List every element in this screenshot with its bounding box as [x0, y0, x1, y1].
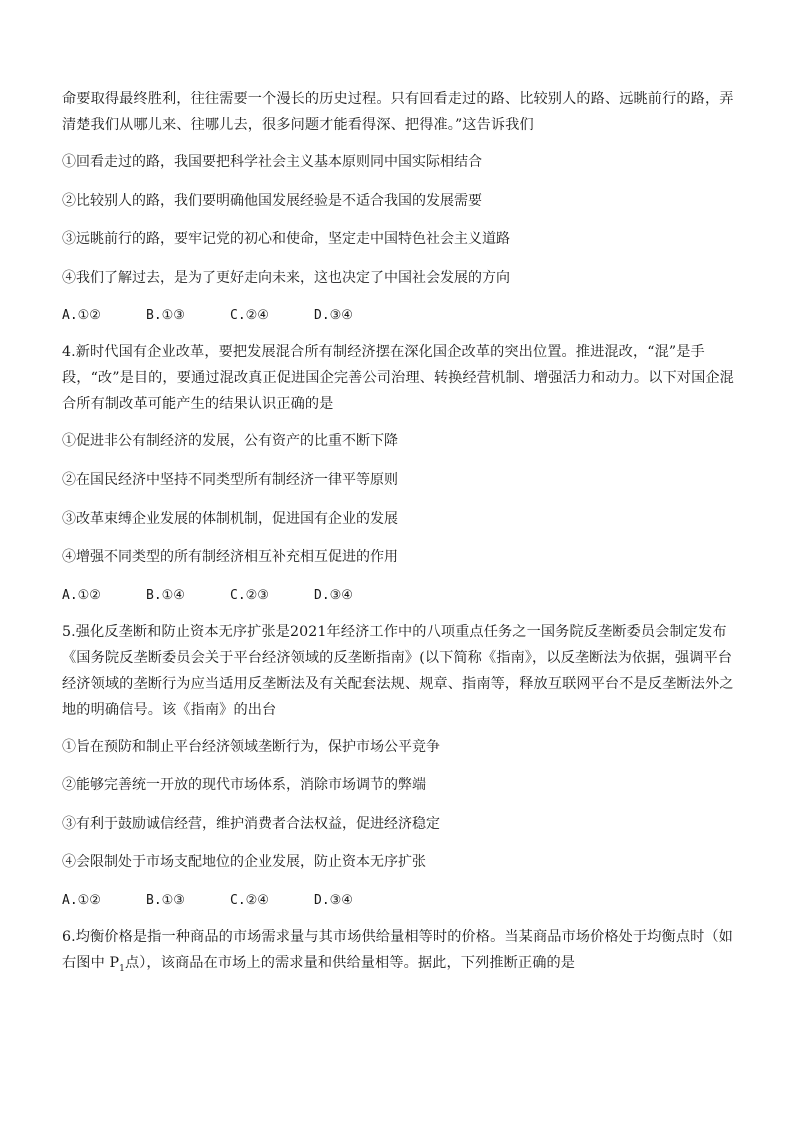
q3-answer-a: A.①②: [62, 308, 101, 323]
q3-option-2: ②比较别人的路，我们要明确他国发展经验是不适合我国的发展需要: [62, 193, 482, 209]
q5-answer-c: C.②④: [230, 893, 269, 908]
q5-answer-choices: [62, 891, 398, 911]
q4-option-1: ①促进非公有制经济的发展，公有资产的比重不断下降: [62, 433, 398, 449]
q6-stem: [62, 924, 734, 982]
q5-answer-d: D.③④: [314, 893, 353, 908]
q3-option-4: ④我们了解过去，是为了更好走向未来，这也决定了中国社会发展的方向: [62, 270, 510, 286]
q3-answer-b: B.①③: [146, 308, 185, 323]
q3-answer-d: D.③④: [314, 308, 353, 323]
q5-stem: 5.强化反垄断和防止资本无序扩张是2021年经济工作中的八项重点任务之一国务院反垄断委员会制定发布《国务院反垄断委员会关于平台经济领域的反垄断指南》(以下简称《指南》，以反垄断法为依据，强调平台经济领域的垄断行为应当适用反垄断法及有关配套法规、规章、指南等，释放互联网平台不是反垄断法外之地的明确信号。该《指南》的出台: [62, 624, 734, 718]
q4-answer-choices: [62, 586, 398, 606]
q3-answer-c: C.②④: [230, 308, 269, 323]
q6-stem-subscript: 1: [119, 963, 125, 974]
q4-answer-c: C.②③: [230, 588, 269, 603]
q3-answer-choices: [62, 306, 398, 326]
q4-answer-d: D.③④: [314, 588, 353, 603]
q3-stem: 命要取得最终胜利，往往需要一个漫长的历史过程。只有回看走过的路、比较别人的路、远眺前行的路，弄清楚我们从哪儿来、往哪儿去，很多问题才能看得深、把得准。”这告诉我们: [62, 91, 734, 133]
q3-option-3: ③远眺前行的路，要牢记党的初心和使命，坚定走中国特色社会主义道路: [62, 231, 510, 247]
q4-answer-a: A.①②: [62, 588, 101, 603]
q4-stem: 4.新时代国有企业改革，要把发展混合所有制经济摆在深化国企改革的突出位置。推进混改，“混”是手段，“改”是目的，要通过混改真正促进国企完善公司治理、转换经营机制、增强活力和动力。以下对国企混合所有制改革可能产生的结果认识正确的是: [62, 344, 734, 412]
q3-option-1: ①回看走过的路，我国要把科学社会主义基本原则同中国实际相结合: [62, 154, 482, 170]
q4-option-4: ④增强不同类型的所有制经济相互补充相互促进的作用: [62, 549, 398, 565]
q4-option-3: ③改革束缚企业发展的体制机制，促进国有企业的发展: [62, 511, 398, 527]
q5-option-2: ②能够完善统一开放的现代市场体系，消除市场调节的弊端: [62, 777, 426, 793]
q6-stem-after: 点），该商品在市场上的需求量和供给量相等。据此，下列推断正确的是: [124, 955, 576, 971]
q5-answer-b: B.①③: [146, 893, 185, 908]
q5-option-3: ③有利于鼓励诚信经营，维护消费者合法权益，促进经济稳定: [62, 816, 440, 832]
q5-option-4: ④会限制处于市场支配地位的企业发展，防止资本无序扩张: [62, 854, 426, 870]
q5-answer-a: A.①②: [62, 893, 101, 908]
q4-answer-b: B.①④: [146, 588, 185, 603]
q5-option-1: ①旨在预防和制止平台经济领域垄断行为，保护市场公平竞争: [62, 739, 440, 755]
q4-option-2: ②在国民经济中坚持不同类型所有制经济一律平等原则: [62, 472, 398, 488]
q6-stem-before: 6.均衡价格是指一种商品的市场需求量与其市场供给量相等时的价格。当某商品市场价格处于均衡点时（如右图中 P: [62, 929, 733, 971]
